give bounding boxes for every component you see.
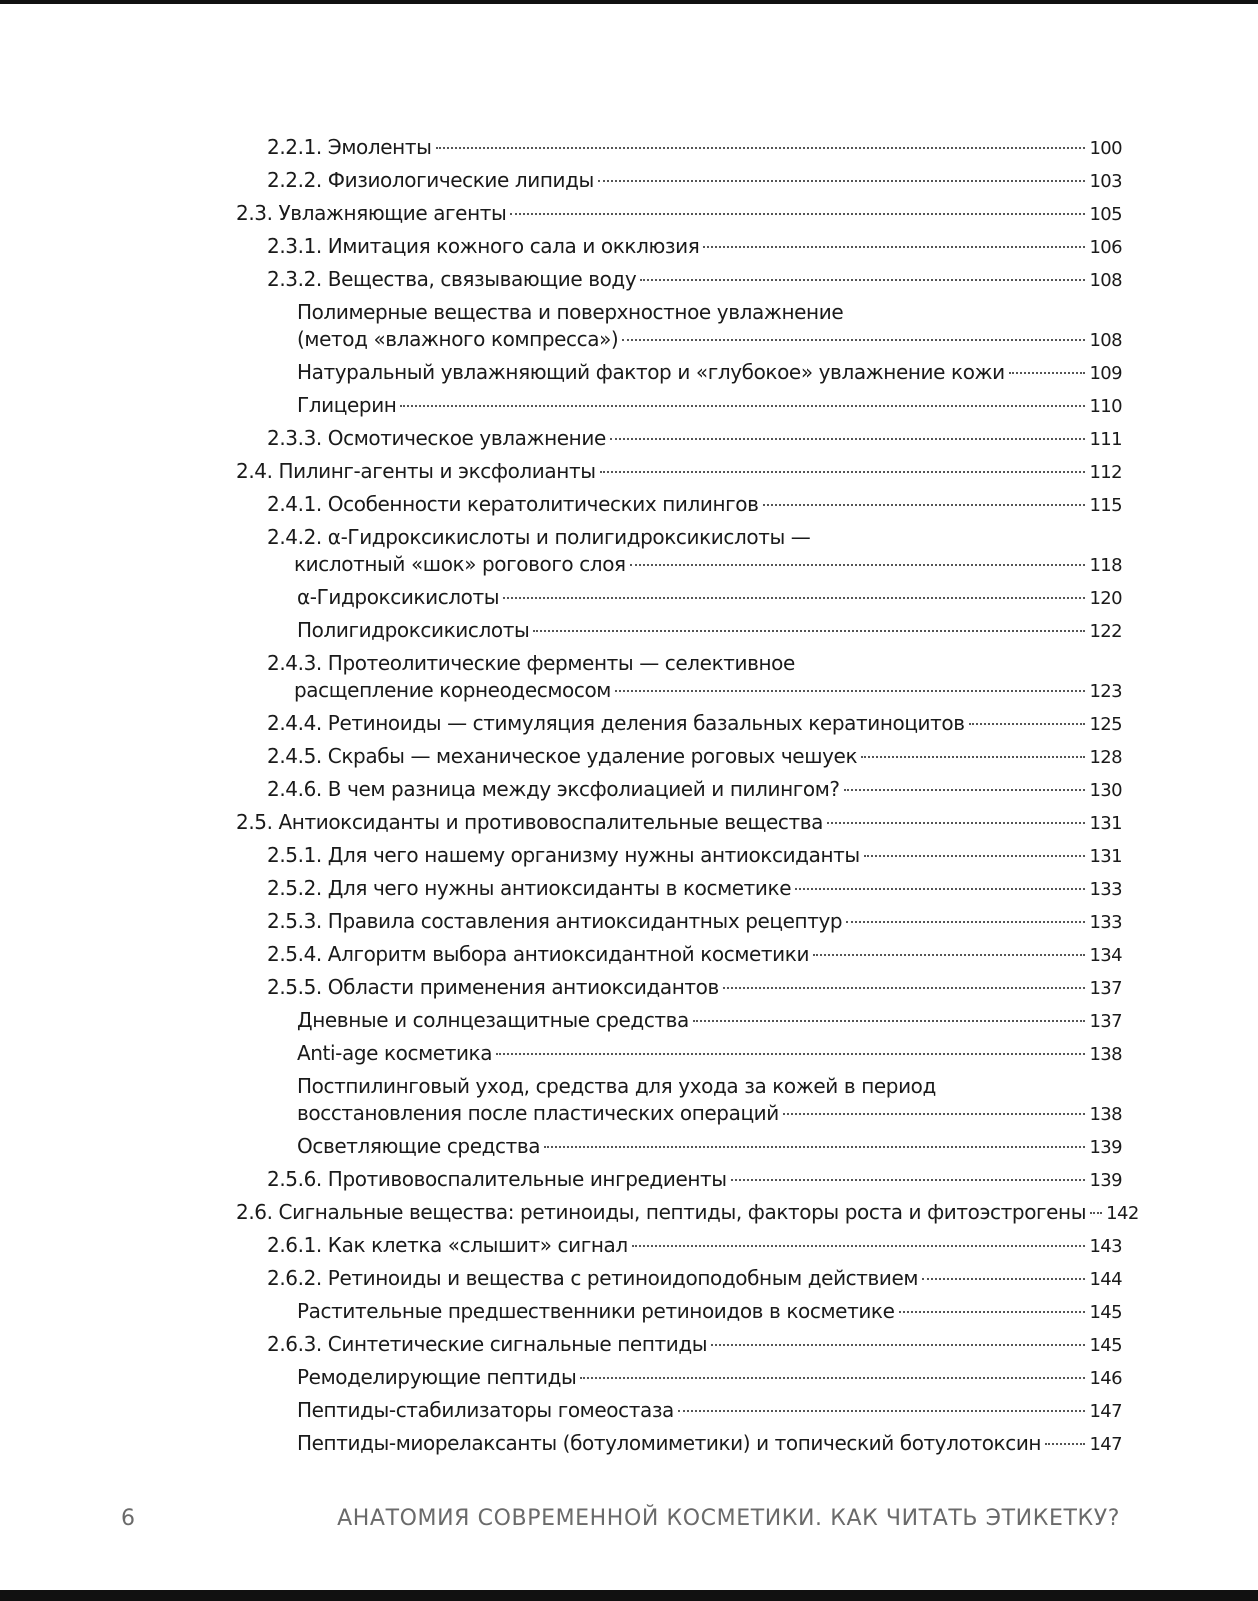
toc-entry-line [267,266,1122,294]
toc-entry-line [267,1331,1122,1359]
toc-entry-page: 143 [1089,1236,1122,1257]
toc-entry-page: 139 [1089,1137,1122,1158]
toc-entry-line [267,743,1122,771]
toc-entry-page: 147 [1089,1401,1122,1422]
toc-entry-line [297,1298,1122,1326]
toc-entry-title: кислотный «шок» рогового слоя [294,552,626,576]
toc-entry-title: 2.5.5. Области применения антиоксидантов [267,975,719,999]
toc-entry [0,776,1258,809]
toc-entry-line [294,551,1122,579]
toc-entry-page: 133 [1089,879,1122,900]
toc-entry [0,1199,1258,1232]
toc-entry-title-first-line: 2.4.2. α-Гидроксикислоты и полигидроксикислоты — [267,525,811,549]
dot-leader [678,1410,1086,1412]
toc-entry [0,584,1258,617]
dot-leader [533,630,1085,632]
toc-entry-line [267,842,1122,870]
toc-entry-line [267,1232,1122,1260]
dot-leader [731,1179,1086,1181]
toc-entry-line [236,458,1122,486]
dot-leader [844,789,1086,791]
toc-entry-title: Растительные предшественники ретиноидов в косметике [297,1299,895,1323]
toc-entry [0,359,1258,392]
toc-entry-title-first-line: Полимерные вещества и поверхностное увлажнение [297,300,844,324]
toc-entry-line [297,1007,1122,1035]
dot-leader [436,147,1086,149]
toc-entry [0,941,1258,974]
toc-entry-title: Глицерин [297,393,397,417]
toc-entry-line [294,677,1122,705]
toc-entry-page: 123 [1089,681,1122,702]
toc-entry-line [297,1133,1122,1161]
dot-leader [1045,1443,1085,1445]
toc-entry-title: 2.5.6. Противовоспалительные ингредиенты [267,1167,727,1191]
toc-entry-line [267,710,1122,738]
toc-entry-page: 118 [1089,555,1122,576]
dot-leader [795,888,1085,890]
toc-entry-line [267,776,1122,804]
toc-entry [0,1073,1258,1133]
dot-leader [600,471,1086,473]
toc-entry-title: 2.3. Увлажняющие агенты [236,201,507,225]
toc-entry [0,809,1258,842]
toc-entry-title: 2.6. Сигнальные вещества: ретиноиды, пептиды, факторы роста и фитоэстрогены [236,1200,1087,1224]
toc-entry-page: 109 [1089,363,1122,384]
toc-entry-page: 105 [1089,204,1122,225]
toc-entry [0,908,1258,941]
toc-entry [0,1331,1258,1364]
dot-leader [827,822,1085,824]
toc-entry [0,167,1258,200]
toc-entry-page: 137 [1089,1011,1122,1032]
toc-entry-page: 108 [1089,330,1122,351]
dot-leader [630,564,1086,566]
toc-entry-page: 131 [1089,813,1122,834]
toc-entry-title: 2.5.3. Правила составления антиоксидантных рецептур [267,909,843,933]
toc-entry-line [267,974,1122,1002]
dot-leader [922,1278,1085,1280]
toc-entry-title: 2.4.1. Особенности кератолитических пилингов [267,492,759,516]
toc-entry-title: расщепление корнеодесмосом [294,678,611,702]
toc-entry-page: 138 [1089,1104,1122,1125]
toc-entry-page: 142 [1106,1203,1139,1224]
toc-entry [0,875,1258,908]
toc-entry-page: 111 [1089,429,1122,450]
dot-leader [544,1146,1085,1148]
toc-entry-line [267,167,1122,195]
toc-entry [0,266,1258,299]
dot-leader [899,1311,1086,1313]
dot-leader [496,1053,1085,1055]
toc-entry-page: 112 [1089,462,1122,483]
dot-leader [763,504,1086,506]
toc-entry [0,425,1258,458]
toc-entry-page: 146 [1089,1368,1122,1389]
dot-leader [1009,372,1086,374]
dot-leader [615,690,1085,692]
dot-leader [503,597,1085,599]
toc-entry-line [236,809,1122,837]
dot-leader [622,339,1085,341]
toc-entry-page: 122 [1089,621,1122,642]
toc-entry-page: 145 [1089,1302,1122,1323]
toc-entry [0,233,1258,266]
toc-entry-title: Ремоделирующие пептиды [297,1365,577,1389]
toc-entry [0,650,1258,710]
toc-entry-title: Anti-age косметика [297,1041,493,1065]
toc-entry-page: 131 [1089,846,1122,867]
toc-entry [0,392,1258,425]
toc-entry [0,743,1258,776]
toc-entry-page: 110 [1089,396,1122,417]
toc-entry-line [267,134,1122,162]
toc-entry [0,1166,1258,1199]
footer-page-number: 6 [121,1506,135,1531]
footer-book-title: АНАТОМИЯ СОВРЕМЕННОЙ КОСМЕТИКИ. КАК ЧИТАТЬ ЭТИКЕТКУ? [337,1506,1120,1531]
toc-entry-page: 128 [1089,747,1122,768]
toc-entry-title: Полигидроксикислоты [297,618,530,642]
toc-entry-page: 138 [1089,1044,1122,1065]
toc-entry [0,1298,1258,1331]
dot-leader [711,1344,1085,1346]
toc-entry [0,974,1258,1007]
toc-entry-line [297,584,1122,612]
toc-entry-line [297,392,1122,420]
toc-entry-title: 2.3.3. Осмотическое увлажнение [267,426,606,450]
toc-entry-page: 120 [1089,588,1122,609]
toc-entry-title: 2.5. Антиоксиданты и противовоспалительные вещества [236,810,823,834]
toc-entry [0,524,1258,584]
toc-entry-line [267,1166,1122,1194]
dot-leader [693,1020,1086,1022]
toc-entry-title: 2.3.2. Вещества, связывающие воду [267,267,637,291]
toc-entry-line [236,200,1122,228]
toc-entry-page: 125 [1089,714,1122,735]
toc-entry-page: 137 [1089,978,1122,999]
toc-entry [0,458,1258,491]
dot-leader [1090,1212,1102,1214]
toc-entry-title: (метод «влажного компресса») [297,327,619,351]
toc-entry [0,1430,1258,1463]
toc-entry-title: восстановления после пластических операций [297,1101,779,1125]
toc-entry-page: 139 [1089,1170,1122,1191]
toc-entry-title-first-line: 2.4.3. Протеолитические ферменты — селективное [267,651,795,675]
toc-entry-line [297,326,1122,354]
toc-entry-title: 2.4.6. В чем разница между эксфолиацией и пилингом? [267,777,840,801]
toc-entry-page: 108 [1089,270,1122,291]
toc-entry-line [267,491,1122,519]
toc-entry-title: 2.4.4. Ретиноиды — стимуляция деления базальных кератиноцитов [267,711,965,735]
toc-entry-line [267,1265,1122,1293]
toc-entry [0,1040,1258,1073]
toc-entry-title: Пептиды-стабилизаторы гомеостаза [297,1398,674,1422]
toc-entry-line [267,875,1122,903]
toc-entry-title: 2.2.1. Эмоленты [267,135,432,159]
toc-entry-page: 106 [1089,237,1122,258]
dot-leader [580,1377,1085,1379]
toc-entry-page: 147 [1089,1434,1122,1455]
dot-leader [610,438,1086,440]
toc-entry-line [267,425,1122,453]
toc-entry-page: 145 [1089,1335,1122,1356]
toc-entry-title: Осветляющие средства [297,1134,541,1158]
toc-entry [0,1133,1258,1166]
toc-entry-title: 2.2.2. Физиологические липиды [267,168,594,192]
toc-entry [0,491,1258,524]
toc-entry [0,842,1258,875]
dot-leader [813,954,1085,956]
toc-entry-title: Натуральный увлажняющий фактор и «глубокое» увлажнение кожи [297,360,1005,384]
dot-leader [400,405,1085,407]
toc-entry-line [297,1100,1122,1128]
toc-entry [0,1007,1258,1040]
dot-leader [632,1245,1086,1247]
toc-entry-title: 2.5.2. Для чего нужны антиоксиданты в косметике [267,876,792,900]
dot-leader [846,921,1085,923]
toc-entry-title: Пептиды-миорелаксанты (ботуломиметики) и топический ботулотоксин [297,1431,1042,1455]
toc-entry [0,1232,1258,1265]
toc-entry [0,1364,1258,1397]
toc-entry-page: 100 [1089,138,1122,159]
scan-top-edge [0,0,1258,4]
dot-leader [723,987,1086,989]
toc-entry-title: 2.5.4. Алгоритм выбора антиоксидантной косметики [267,942,810,966]
dot-leader [864,855,1086,857]
dot-leader [510,213,1085,215]
toc-entry-line [297,1364,1122,1392]
toc-entry-title: 2.6.2. Ретиноиды и вещества с ретиноидоподобным действием [267,1266,919,1290]
toc-entry-title: 2.6.3. Синтетические сигнальные пептиды [267,1332,708,1356]
toc-entry-page: 103 [1089,171,1122,192]
toc-entry [0,1397,1258,1430]
toc-entry-line [297,1397,1122,1425]
dot-leader [703,246,1085,248]
toc-entry-title: 2.3.1. Имитация кожного сала и окклюзия [267,234,700,258]
dot-leader [861,756,1085,758]
toc-entry-title: 2.5.1. Для чего нашему организму нужны антиоксиданты [267,843,860,867]
scan-bottom-edge [0,1590,1258,1601]
toc-entry-title: 2.4. Пилинг-агенты и эксфолианты [236,459,596,483]
toc-entry [0,200,1258,233]
toc-entry-line [297,1040,1122,1068]
toc-entry-page: 144 [1089,1269,1122,1290]
toc-entry [0,617,1258,650]
toc-entry-page: 115 [1089,495,1122,516]
toc-entry-line [267,941,1122,969]
table-of-contents [0,134,1258,1463]
toc-entry-page: 134 [1089,945,1122,966]
toc-entry-page: 133 [1089,912,1122,933]
toc-entry-title: Дневные и солнцезащитные средства [297,1008,689,1032]
dot-leader [783,1113,1086,1115]
toc-entry [0,1265,1258,1298]
toc-entry-line [267,908,1122,936]
dot-leader [640,279,1085,281]
toc-entry-page: 130 [1089,780,1122,801]
dot-leader [598,180,1085,182]
toc-entry-line [297,617,1122,645]
toc-entry-title: 2.4.5. Скрабы — механическое удаление роговых чешуек [267,744,858,768]
toc-entry [0,710,1258,743]
toc-entry-line [297,359,1122,387]
toc-entry [0,299,1258,359]
dot-leader [969,723,1086,725]
toc-entry-line [267,233,1122,261]
toc-entry-line [297,1430,1122,1458]
toc-entry [0,134,1258,167]
toc-entry-title: α-Гидроксикислоты [297,585,500,609]
toc-entry-title-first-line: Постпилинговый уход, средства для ухода за кожей в период [297,1074,936,1098]
toc-entry-title: 2.6.1. Как клетка «слышит» сигнал [267,1233,628,1257]
toc-entry-line [236,1199,1139,1227]
